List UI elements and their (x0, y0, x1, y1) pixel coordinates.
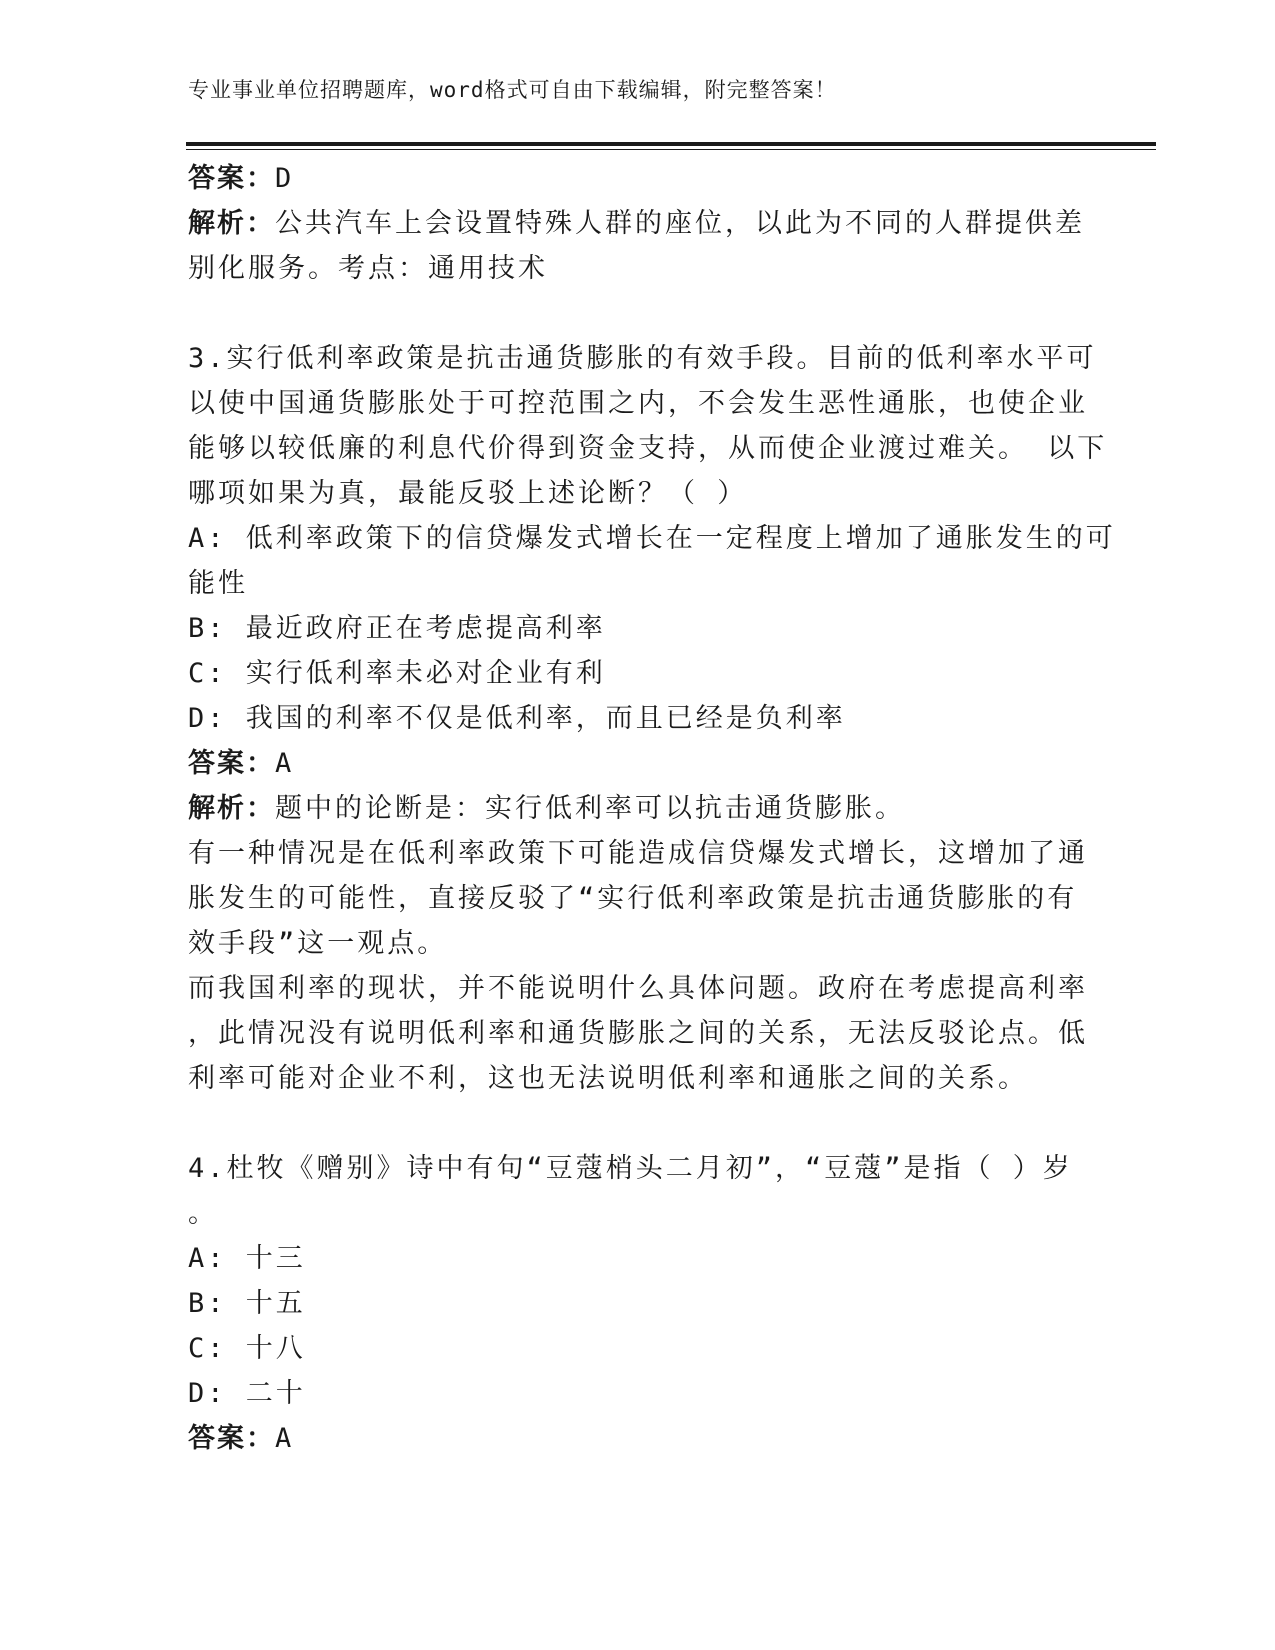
q3-analysis-line: 有一种情况是在低利率政策下可能造成信贷爆发式增长，这增加了通 (188, 838, 1088, 869)
q4-option-a: A: 十三 (188, 1243, 306, 1274)
question-content (188, 156, 1116, 1461)
q3-option-b: B: 最近政府正在考虑提高利率 (188, 613, 606, 644)
q4-stem-line: 。 (188, 1198, 218, 1229)
q4-answer (188, 1416, 1088, 1461)
answer-value: A (275, 748, 295, 779)
answer-value: A (275, 1423, 295, 1454)
q3-stem-line: 能够以较低廉的利息代价得到资金支持，从而使企业渡过难关。 以下 (188, 433, 1108, 464)
header-rule-thick (186, 142, 1156, 146)
q4-option-d: D: 二十 (188, 1378, 306, 1409)
answer-value: D (275, 163, 295, 194)
q3-option-a: A: 低利率政策下的信贷爆发式增长在一定程度上增加了通胀发生的可 (188, 523, 1116, 554)
analysis-label: 解析： (188, 793, 275, 824)
q4-option-b: B: 十五 (188, 1288, 306, 1319)
q3-analysis-line: ，此情况没有说明低利率和通货膨胀之间的关系，无法反驳论点。低 (188, 1018, 1088, 1049)
answer-label: 答案： (188, 163, 275, 194)
q3-analysis-line: 利率可能对企业不利，这也无法说明低利率和通胀之间的关系。 (188, 1063, 1028, 1094)
q3-answer (188, 741, 1088, 786)
q4-option-c: C: 十八 (188, 1333, 306, 1364)
answer-label: 答案： (188, 748, 275, 779)
q3-analysis-line: 胀发生的可能性，直接反驳了“实行低利率政策是抗击通货膨胀的有 (188, 883, 1078, 914)
q3-analysis-line: 而我国利率的现状，并不能说明什么具体问题。政府在考虑提高利率 (188, 973, 1088, 1004)
spacer (188, 291, 1088, 336)
q2-analysis-line: 别化服务。考点：通用技术 (188, 253, 548, 284)
q2-answer (188, 156, 1088, 201)
q4-stem-line: 4.杜牧《赠别》诗中有句“豆蔻梢头二月初”，“豆蔻”是指（ ）岁 (188, 1153, 1073, 1184)
q3-stem-line: 以使中国通货膨胀处于可控范围之内，不会发生恶性通胀，也使企业 (188, 388, 1088, 419)
q3-stem-line: 3.实行低利率政策是抗击通货膨胀的有效手段。目前的低利率水平可 (188, 343, 1097, 374)
header-rule-thin (186, 149, 1156, 150)
q3-stem-line: 哪项如果为真，最能反驳上述论断？（ ） (188, 478, 748, 509)
q2-analysis-line: 解析：公共汽车上会设置特殊人群的座位，以此为不同的人群提供差 (188, 208, 1085, 239)
answer-label: 答案： (188, 1423, 275, 1454)
q3-analysis-line: 解析：题中的论断是：实行低利率可以抗击通货膨胀。 (188, 793, 905, 824)
q3-option-d: D: 我国的利率不仅是低利率，而且已经是负利率 (188, 703, 846, 734)
page-header: 专业事业单位招聘题库，word格式可自由下载编辑，附完整答案！ (188, 78, 837, 102)
analysis-label: 解析： (188, 208, 275, 239)
q3-option-c: C: 实行低利率未必对企业有利 (188, 658, 606, 689)
q3-analysis-line: 效手段”这一观点。 (188, 928, 448, 959)
spacer (188, 1101, 1088, 1146)
q3-option-a-cont: 能性 (188, 568, 248, 599)
